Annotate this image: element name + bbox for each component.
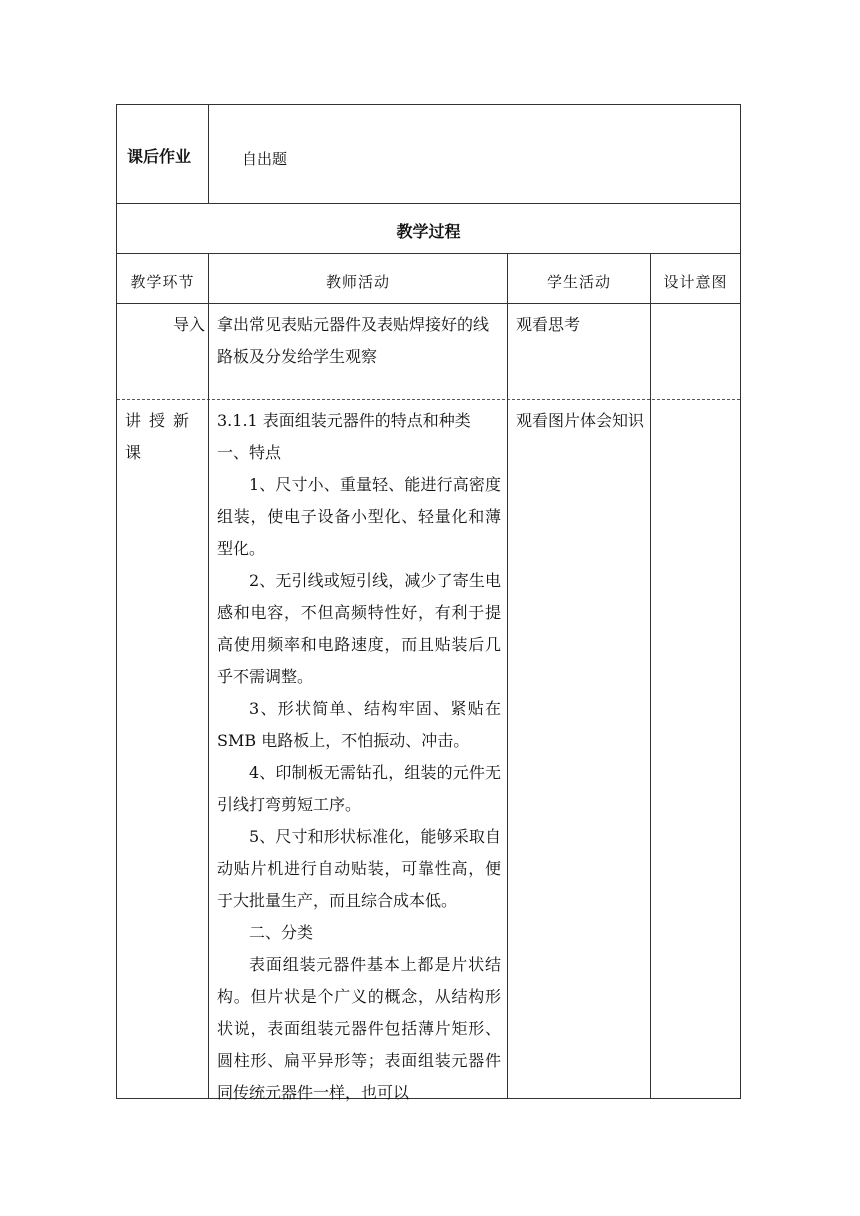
header-stage: 教学环节 — [130, 273, 195, 291]
student-activity-cell: 观看思考 — [516, 315, 581, 334]
teacher-paragraph: 表面组装元器件基本上都是片状结构。但片状是个广义的概念，从结构形状说，表面组装元器件包括薄片矩形、圆柱形、扁平异形等；表面组装元器件同传统元器件一样，也可以 — [217, 955, 501, 1102]
teacher-paragraph-subheading: 一、特点 — [217, 443, 282, 462]
student-activity-cell: 观看图片体会知识 — [516, 411, 645, 430]
row-divider — [117, 253, 740, 254]
row-divider — [117, 203, 740, 204]
teacher-paragraph-heading: 3.1.1 表面组装元器件的特点和种类 — [217, 411, 471, 430]
homework-value: 自出题 — [242, 150, 288, 168]
teacher-paragraph: 2、无引线或短引线，减少了寄生电感和电容，不但高频特性好，有利于提高使用频率和电路速度，而且贴装后几乎不需调整。 — [217, 571, 501, 686]
stage-cell: 讲 授 新课 — [125, 411, 189, 462]
column-divider — [507, 253, 508, 1098]
teacher-activity-cell — [217, 309, 501, 373]
row-divider — [117, 303, 740, 304]
row-divider-dashed — [117, 399, 740, 400]
homework-label: 课后作业 — [127, 147, 192, 166]
teacher-paragraph: 5、尺寸和形状标准化，能够采取自动贴片机进行自动贴装，可靠性高，便于大批量生产，而且综合成本低。 — [217, 827, 501, 910]
teacher-paragraph: 拿出常见表贴元器件及表贴焊接好的线路板及分发给学生观察 — [217, 315, 490, 366]
teacher-paragraph: 3、形状简单、结构牢固、紧贴在SMB 电路板上，不怕振动、冲击。 — [217, 699, 501, 750]
column-divider — [650, 253, 651, 1098]
header-teacher: 教师活动 — [325, 273, 390, 291]
teacher-paragraph: 1、尺寸小、重量轻、能进行高密度组装，使电子设备小型化、轻量化和薄型化。 — [217, 475, 501, 558]
header-intent: 设计意图 — [663, 273, 728, 291]
stage-cell: 导入 — [172, 315, 205, 334]
teacher-activity-cell — [217, 405, 501, 1109]
column-divider — [208, 253, 209, 1098]
teacher-paragraph: 4、印制板无需钻孔，组装的元件无引线打弯剪短工序。 — [217, 763, 501, 814]
lesson-plan-table — [116, 104, 741, 1102]
column-divider — [208, 105, 209, 203]
section-title: 教学过程 — [396, 222, 461, 241]
teacher-paragraph-subheading: 二、分类 — [249, 923, 314, 942]
header-student: 学生活动 — [546, 273, 611, 291]
